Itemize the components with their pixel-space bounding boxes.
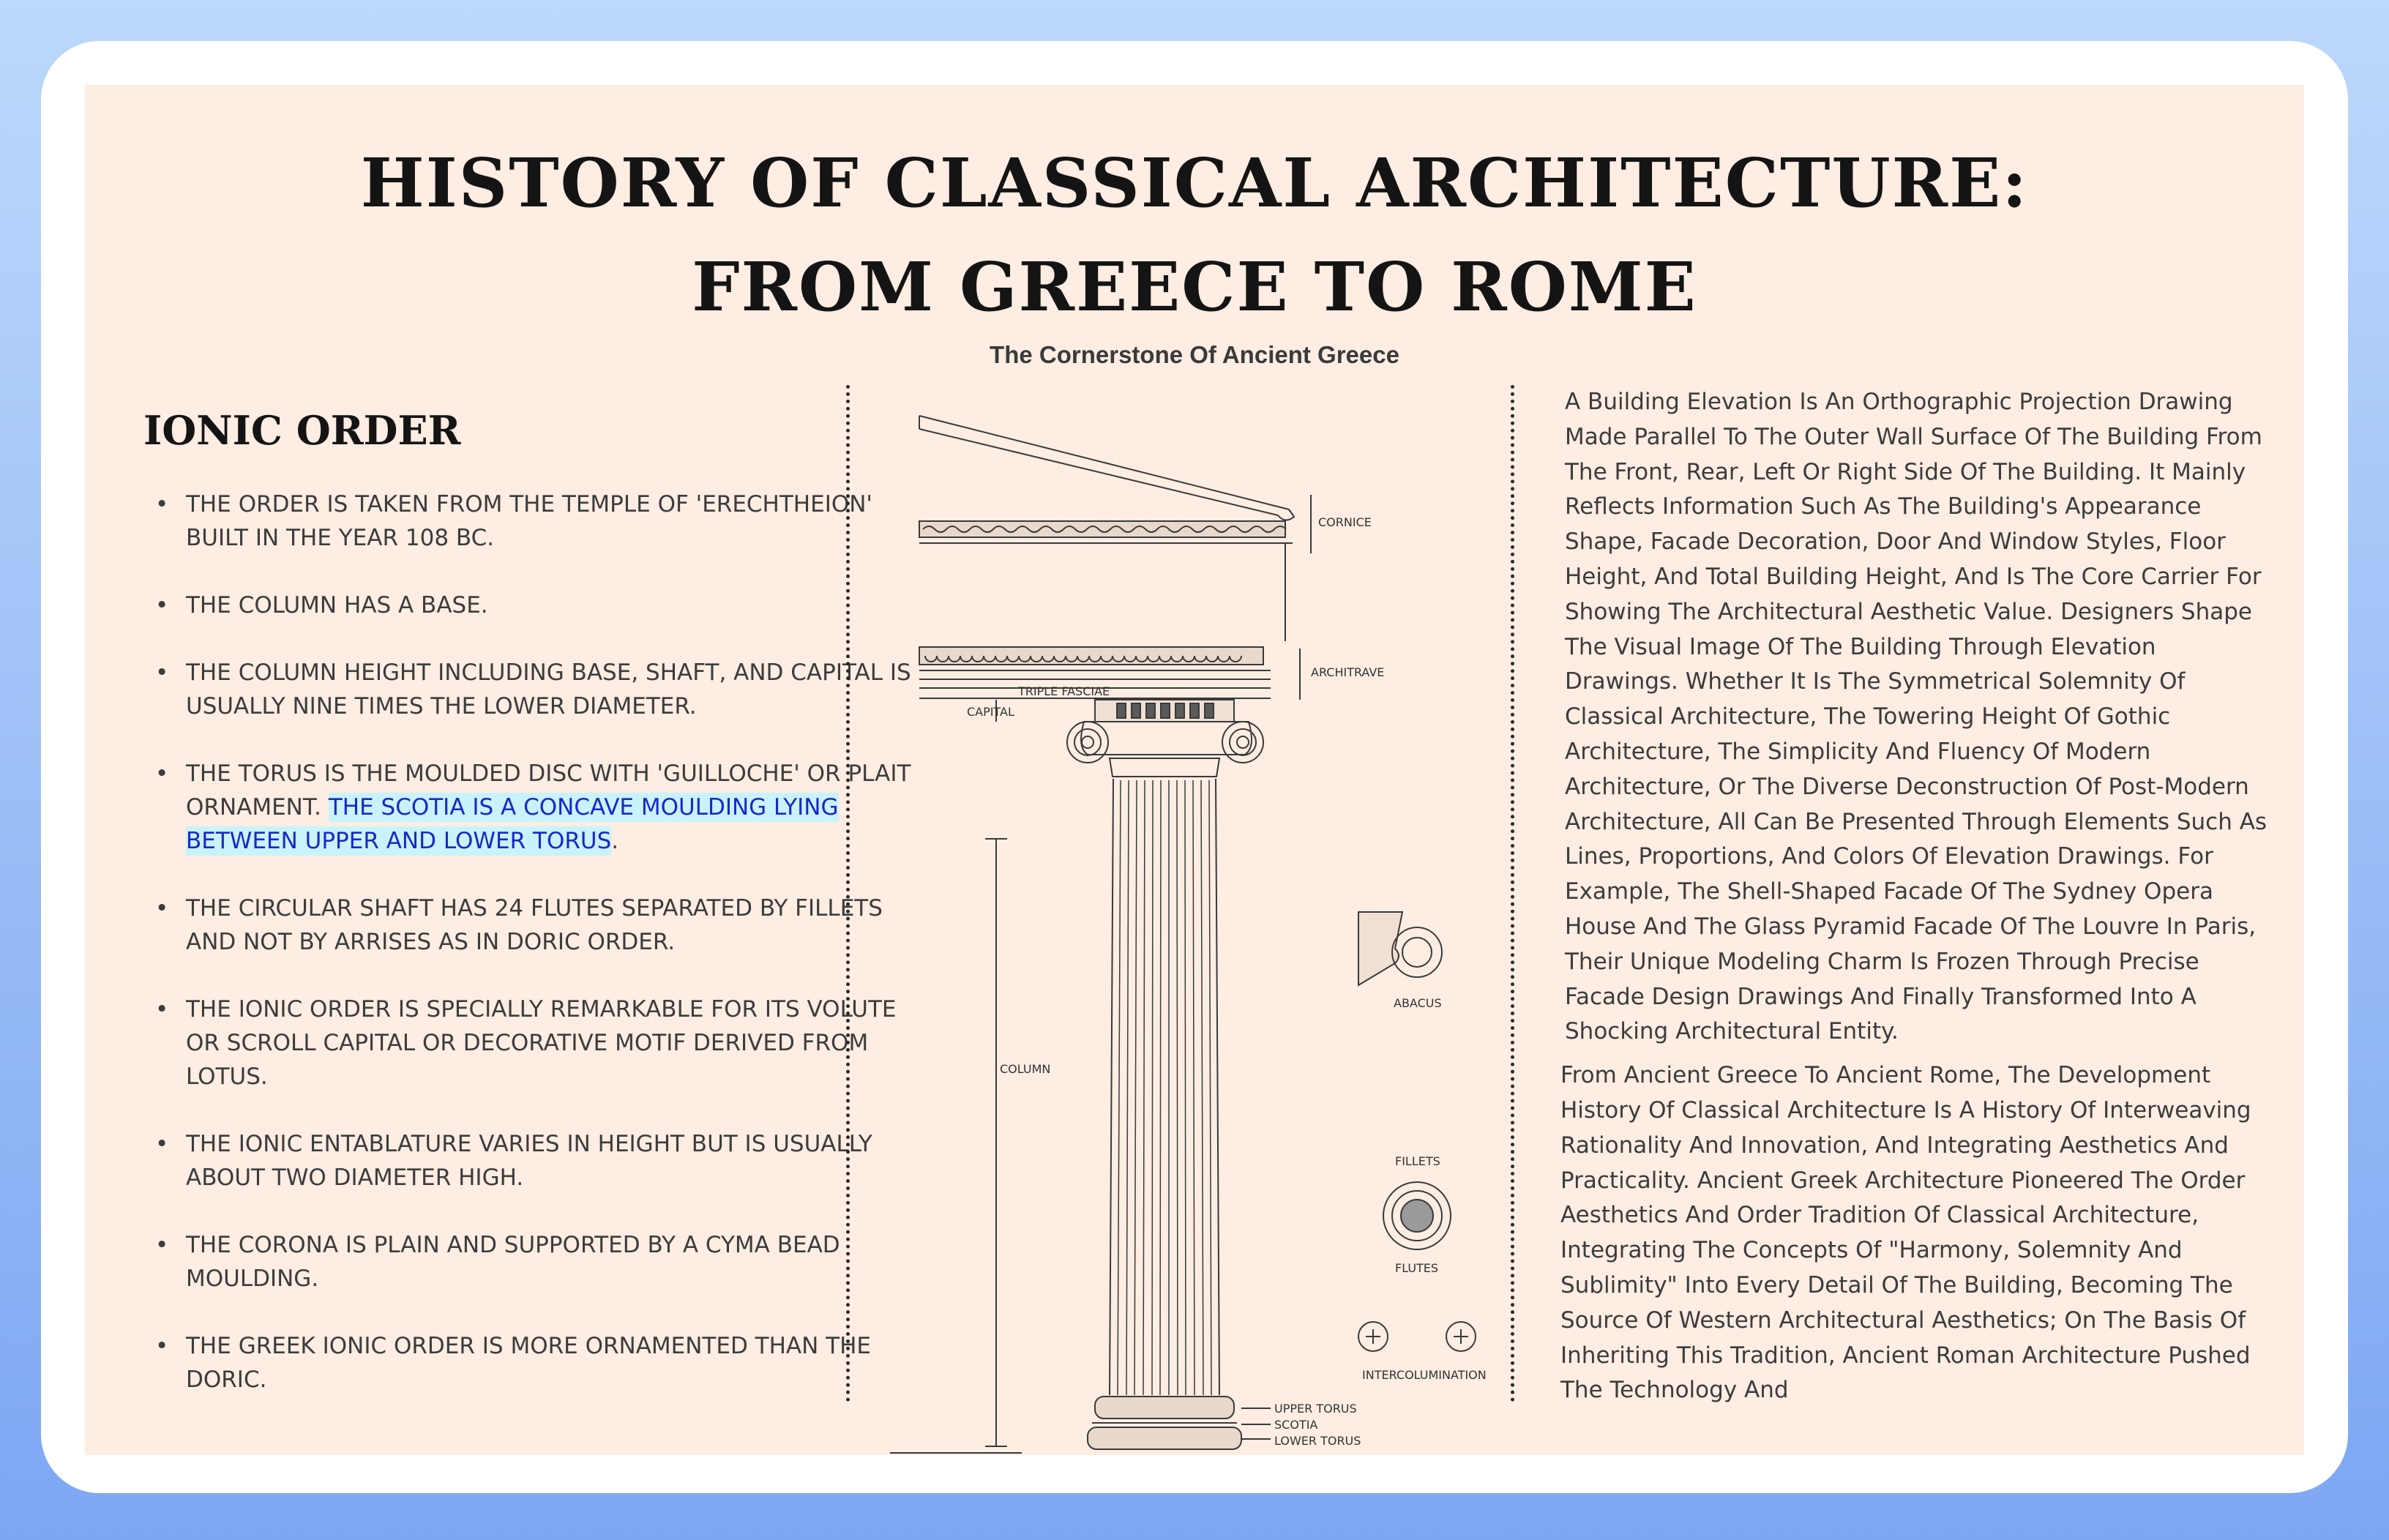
bullet-item: • THE GREEK IONIC ORDER IS MORE ORNAMENTED THAN THE DORIC.	[151, 1329, 927, 1397]
section-heading-ionic-order: IONIC ORDER	[143, 407, 461, 454]
dotted-divider-left	[846, 385, 850, 1402]
page-title-line1: HISTORY OF CLASSICAL ARCHITECTURE:	[360, 143, 2029, 223]
ionic-column-drawing	[890, 378, 1505, 1454]
slide	[85, 85, 2304, 1455]
label-lower-torus: LOWER TORUS	[1274, 1434, 1361, 1448]
right-text-column	[1560, 385, 2268, 1417]
label-fillets: FILLETS	[1395, 1154, 1440, 1168]
paragraph-history: From Ancient Greece To Ancient Rome, The Development History Of Classical Architecture Is A History Of Interweaving Rationality And Innovation, And Integrating Aesthetics And Practicality. Ancient Greek Architecture Pioneered The Order Aesthetics And Order Tradition Of Classical Architecture, Integrating The Concepts Of "Harmony, Solemnity And Sublimity" Into Every Detail Of The Building, Becoming The Source Of Western Architectural Aesthetics; On The Basis Of Inheriting This Tradition, Ancient Roman Architecture Pushed The Technology And	[1560, 1062, 2251, 1404]
bullet-list	[151, 487, 927, 1430]
bullet-item: • THE CORONA IS PLAIN AND SUPPORTED BY A CYMA BEAD MOULDING.	[151, 1228, 927, 1296]
torus-text: THE TORUS IS THE MOULDED DISC WITH 'GUILLOCHE' OR PLAIT ORNAMENT.	[186, 760, 911, 821]
label-architrave: ARCHITRAVE	[1311, 665, 1385, 679]
label-intercolumniation: INTERCOLUMINATION	[1362, 1368, 1487, 1382]
dotted-divider-right	[1511, 385, 1514, 1402]
paragraph-elevation: A Building Elevation Is An Orthographic Projection Drawing Made Parallel To The Outer Wall Surface Of The Building From The Front, Rear, Left Or Right Side Of The Building. It Mainly Reflects Information Such As The Building's Appearance Shape, Facade Decoration, Door And Window Styles, Floor Height, And Total Building Height, And Is The Core Carrier For Showing The Architectural Aesthetic Value. Designers Shape The Visual Image Of The Building Through Elevation Drawings. Whether It Is The Symmetrical Solemnity Of Classical Architecture, The Towering Height Of Gothic Architecture, The Simplicity And Fluency Of Modern Architecture, Or The Diverse Deconstruction Of Post-Modern Architecture, All Can Be Presented Through Elements Such As Lines, Proportions, And Colors Of Elevation Drawings. For Example, The Shell-Shaped Facade Of The Sydney Opera House And The Glass Pyramid Facade Of The Louvre In Paris, Their Unique Modeling Charm Is Frozen Through Precise Facade Design Drawings And Finally Transformed Into A Shocking Architectural Entity.	[1565, 389, 2268, 1045]
bullet-item: • THE ORDER IS TAKEN FROM THE TEMPLE OF 'ERECHTHEION' BUILT IN THE YEAR 108 BC.	[151, 487, 927, 555]
label-abacus: ABACUS	[1394, 996, 1442, 1010]
label-capital: CAPITAL	[967, 705, 1014, 719]
label-upper-torus: UPPER TORUS	[1274, 1402, 1357, 1416]
label-column: COLUMN	[1000, 1062, 1051, 1076]
bullet-item: • THE COLUMN HEIGHT INCLUDING BASE, SHAFT, AND CAPITAL IS USUALLY NINE TIMES THE LOWER DIAMETER.	[151, 656, 927, 723]
bullet-item: • THE CIRCULAR SHAFT HAS 24 FLUTES SEPARATED BY FILLETS AND NOT BY ARRISES AS IN DORIC ORDER.	[151, 892, 927, 959]
label-flutes: FLUTES	[1395, 1261, 1439, 1275]
label-cornice: CORNICE	[1318, 515, 1372, 529]
bullet-item: • THE COLUMN HAS A BASE.	[151, 588, 927, 622]
bullet-item: • THE IONIC ENTABLATURE VARIES IN HEIGHT BUT IS USUALLY ABOUT TWO DIAMETER HIGH.	[151, 1127, 927, 1195]
label-triple-fasciae: TRIPLE FASCIAE	[1018, 684, 1110, 698]
bullet-item: • THE IONIC ORDER IS SPECIALLY REMARKABLE FOR ITS VOLUTE OR SCROLL CAPITAL OR DECORATIVE MOTIF DERIVED FROM LOTUS.	[151, 993, 927, 1094]
subtitle: The Cornerstone Of Ancient Greece	[990, 341, 1399, 368]
label-scotia: SCOTIA	[1274, 1418, 1318, 1432]
torus-period: .	[611, 828, 619, 854]
highlighted-text[interactable]: THE SCOTIA IS A CONCAVE MOULDING LYING BETWEEN UPPER AND LOWER TORUS	[186, 794, 839, 854]
bullet-item-torus	[151, 757, 927, 858]
page-title-line2: FROM GREECE TO ROME	[692, 247, 1697, 326]
